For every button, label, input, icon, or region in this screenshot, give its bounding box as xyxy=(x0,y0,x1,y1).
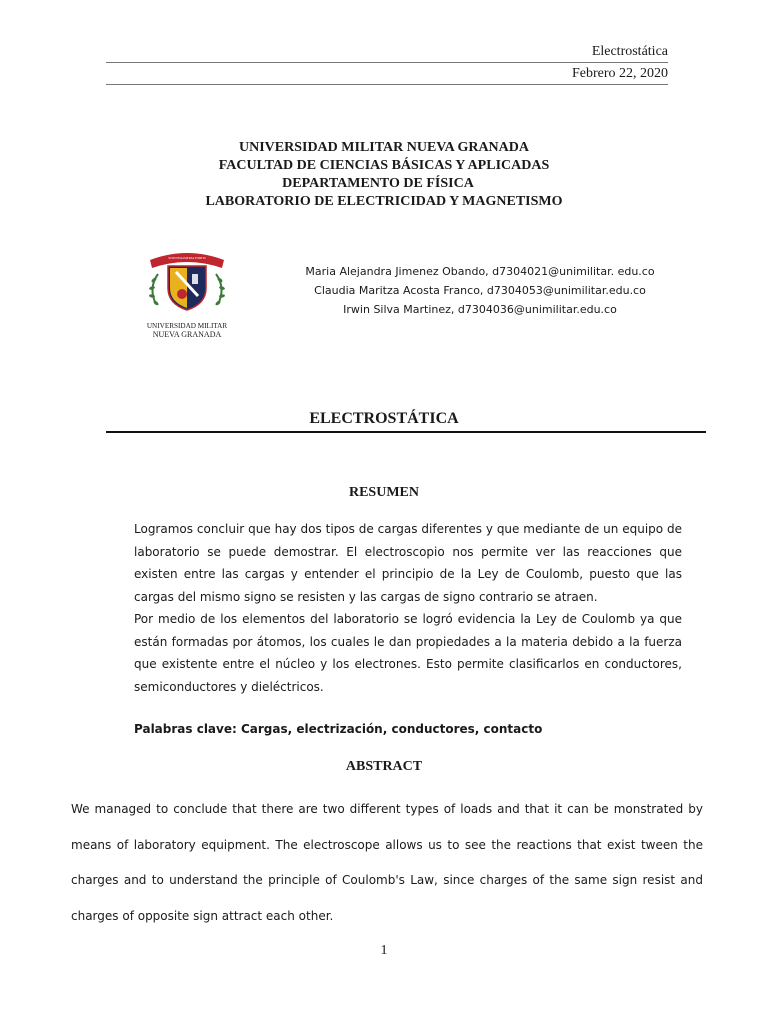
author-line: Claudia Maritza Acosta Franco, d7304053@unimilitar.edu.co xyxy=(314,284,646,297)
title-rule xyxy=(106,431,706,433)
university-logo xyxy=(146,244,228,340)
logo-name-line2: NUEVA GRANADA xyxy=(152,330,222,339)
running-header-title: Electrostática xyxy=(591,44,668,59)
logo-name-line1: UNIVERSIDAD MILITAR xyxy=(146,322,228,330)
institution-line: FACULTAD DE CIENCIAS BÁSICAS Y APLICADAS xyxy=(218,158,550,173)
resumen-heading: RESUMEN xyxy=(348,485,419,500)
header-rule-top xyxy=(106,62,668,63)
authors-block xyxy=(300,262,660,319)
abstract-heading: ABSTRACT xyxy=(345,759,423,774)
logo-motto: SCIENTIA PATRIA FORTIS xyxy=(168,256,206,260)
document-title: ELECTROSTÁTICA xyxy=(309,410,459,427)
keywords: Palabras clave: Cargas, electrización, conductores, contacto xyxy=(134,722,543,736)
page-number: 1 xyxy=(380,943,388,958)
running-header-date: Febrero 22, 2020 xyxy=(571,66,668,81)
header-rule-bottom xyxy=(106,84,668,85)
resumen-paragraph: Logramos concluir que hay dos tipos de cargas diferentes y que mediante de un equipo de laboratorio se puede demostrar. El electroscopio nos permite ver las reacciones que existen entre las cargas y entender el principio de la Ley de Coulomb, puesto que las cargas del mismo signo se resisten y las cargas de signo contrario se atraen. xyxy=(134,522,682,604)
institution-line: DEPARTAMENTO DE FÍSICA xyxy=(282,176,474,191)
author-line: Maria Alejandra Jimenez Obando, d7304021@unimilitar. edu.co xyxy=(305,265,655,278)
institution-block xyxy=(0,139,768,211)
institution-line: UNIVERSIDAD MILITAR NUEVA GRANADA xyxy=(238,140,529,155)
resumen-paragraph: Por medio de los elementos del laboratorio se logró evidencia la Ley de Coulomb ya que están formadas por átomos, los cuales le dan propiedades a la materia debido a la fuerza que existente entre el núcleo y los electrones. Esto permite clasificarlos en conductores, semiconductores y dieléctricos. xyxy=(134,612,682,694)
resumen-body xyxy=(134,518,682,698)
abstract-body: We managed to conclude that there are two different types of loads and that it can be monstrated by means of laboratory equipment. The electroscope allows us to see the reactions that exist tween the charges and to understand the principle of Coulomb's Law, since charges of the same sign resist and charges of opposite sign attract each other. xyxy=(71,802,703,923)
institution-line: LABORATORIO DE ELECTRICIDAD Y MAGNETISMO xyxy=(205,194,563,209)
author-line: Irwin Silva Martinez, d7304036@unimilitar.edu.co xyxy=(343,303,617,316)
